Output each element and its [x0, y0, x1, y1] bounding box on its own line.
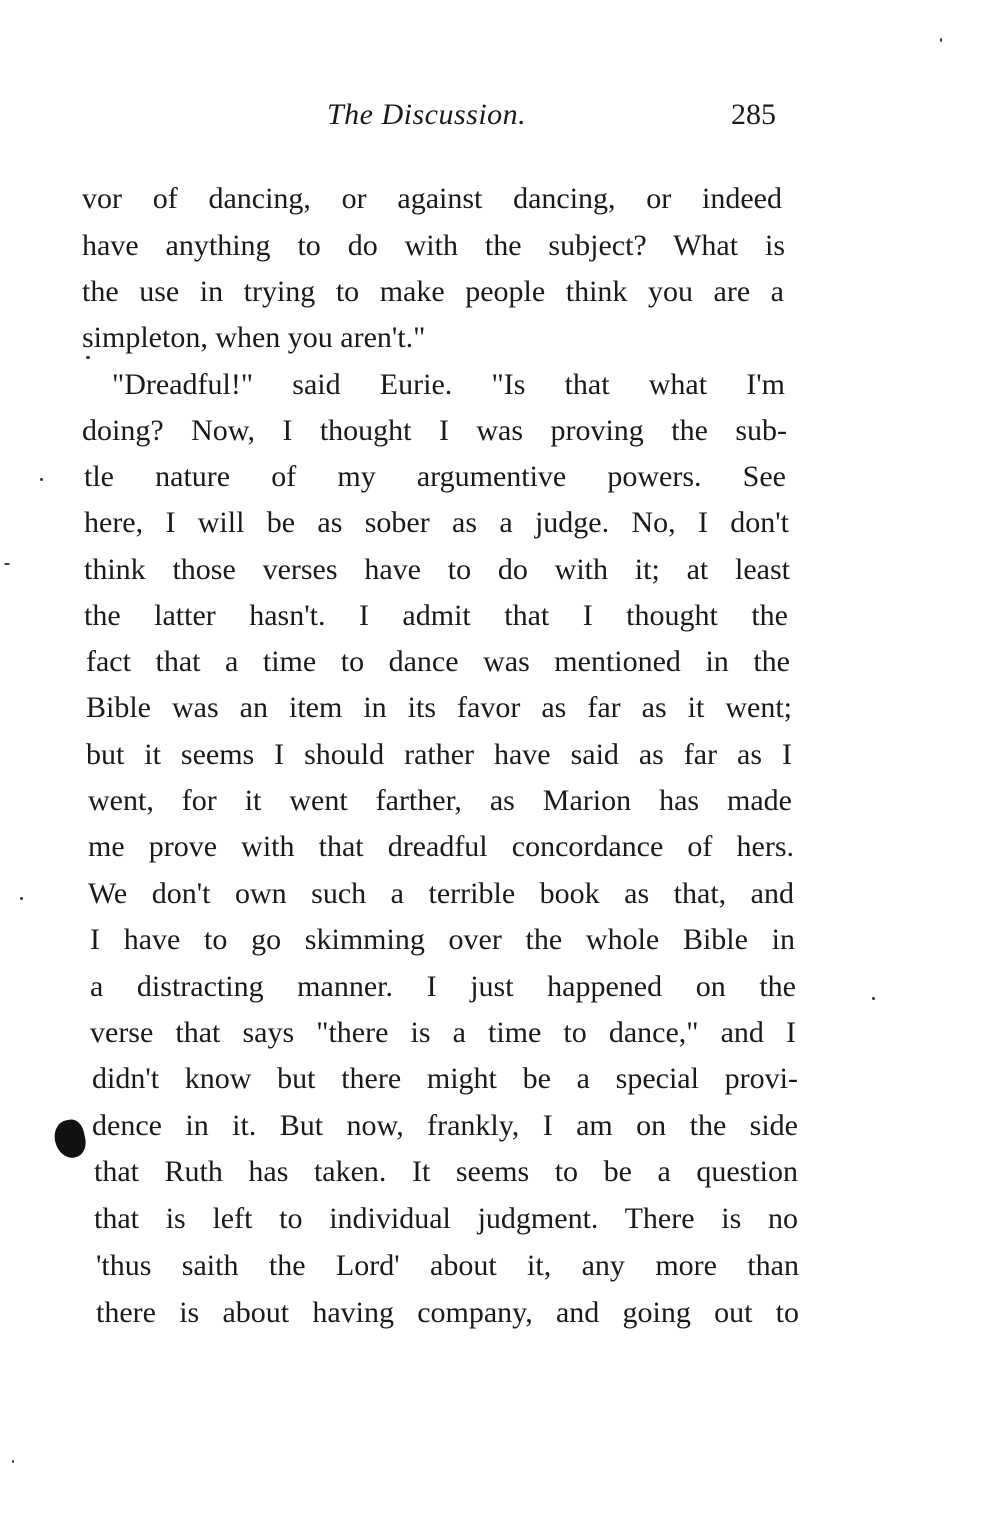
text-line: have anything to do with the subject? What is: [82, 229, 785, 262]
paper-speck: [20, 897, 23, 900]
text-line: didn't know but there might be a special provi-: [92, 1062, 798, 1095]
text-line: tle nature of my argumentive powers. See: [84, 460, 786, 493]
text-line: simpleton, when you aren't.": [82, 321, 426, 354]
text-line: went, for it went farther, as Marion has made: [88, 784, 792, 817]
text-line: that Ruth has taken. It seems to be a question: [94, 1155, 798, 1188]
text-line: here, I will be as sober as a judge. No, I don't: [84, 506, 789, 539]
text-line: but it seems I should rather have said as far as I: [86, 738, 792, 771]
text-line: 'thus saith the Lord' about it, any more than: [96, 1249, 799, 1282]
page-number: 285: [731, 98, 776, 131]
text-line: the latter hasn't. I admit that I thought the: [84, 599, 788, 632]
text-line: fact that a time to dance was mentioned in the: [86, 645, 790, 678]
text-line: dence in it. But now, frankly, I am on the side: [92, 1109, 798, 1142]
text-line: verse that says "there is a time to dance," and I: [90, 1016, 796, 1049]
text-line: me prove with that dreadful concordance of hers.: [88, 830, 794, 863]
paper-speck: [40, 478, 43, 481]
text-line: "Dreadful!" said Eurie. "Is that what I'm: [112, 368, 785, 401]
text-line: there is about having company, and going out to: [96, 1296, 799, 1329]
text-line: that is left to individual judgment. There is no: [94, 1202, 798, 1235]
text-line: vor of dancing, or against dancing, or indeed: [82, 182, 782, 215]
text-line: the use in trying to make people think you are a: [82, 275, 784, 308]
text-line: a distracting manner. I just happened on the: [90, 970, 796, 1003]
paper-speck: [872, 997, 875, 1000]
paper-speck: [4, 563, 10, 565]
running-head: [0, 98, 1000, 138]
text-line: We don't own such a terrible book as that, and: [88, 877, 794, 910]
paper-speck: [940, 38, 942, 42]
ink-blot-mark: [51, 1117, 88, 1160]
text-line: Bible was an item in its favor as far as it went;: [86, 691, 792, 724]
chapter-title: The Discussion.: [327, 98, 527, 131]
text-line: I have to go skimming over the whole Bible in: [90, 923, 795, 956]
text-line: doing? Now, I thought I was proving the sub-: [82, 414, 787, 447]
paper-speck: [12, 1460, 14, 1463]
paper-speck: [86, 356, 90, 359]
text-line: think those verses have to do with it; at least: [84, 553, 790, 586]
